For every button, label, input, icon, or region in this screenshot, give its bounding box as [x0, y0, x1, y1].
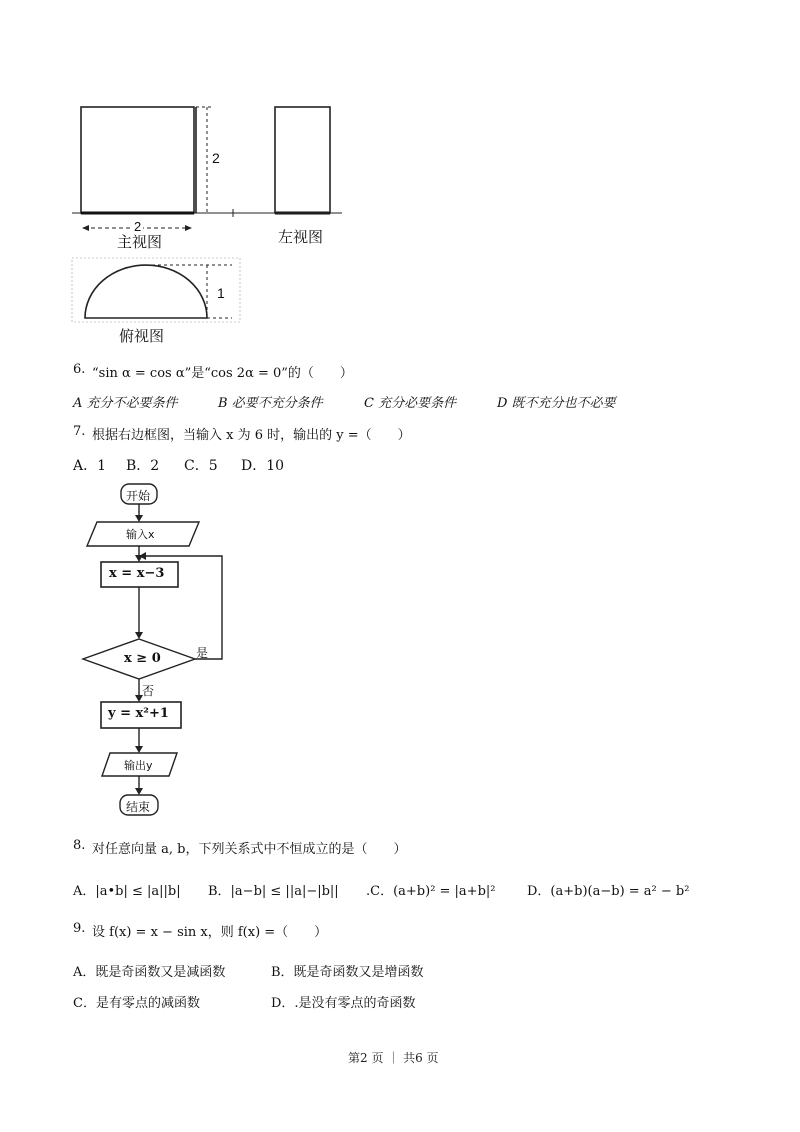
- main-view-rect: [81, 107, 194, 213]
- q6-number: 6.: [73, 362, 86, 377]
- q6-stem: “sin α = cos α”是“cos 2α = 0”的（ ）: [92, 366, 353, 381]
- q7-option-b: B．2: [126, 458, 160, 474]
- flow-assign-label: x = x−3: [109, 566, 165, 581]
- q9-stem: 设 f(x) = x − sin x，则 f(x) =（ ）: [92, 925, 328, 940]
- dim-height-label: 2: [212, 150, 220, 166]
- q9-number: 9.: [73, 921, 86, 936]
- flow-condition-label: x ≥ 0: [124, 651, 161, 666]
- flow-no-label: 否: [142, 684, 155, 698]
- q9-option-c: C．是有零点的减函数: [73, 996, 200, 1011]
- q7-option-d: D．10: [241, 458, 285, 474]
- q7-number: 7.: [73, 424, 86, 439]
- main-view-label: 主视图: [117, 233, 163, 251]
- q6-option-b: B 必要不充分条件: [218, 396, 323, 411]
- flow-input-label: 输入x: [126, 528, 155, 541]
- q9-option-b: B．既是奇函数又是增函数: [271, 965, 424, 980]
- left-view-label: 左视图: [278, 228, 324, 246]
- flow-yes-label: 是: [196, 646, 209, 660]
- flow-end-label: 结束: [126, 800, 151, 814]
- dim-radius-label: 1: [217, 285, 225, 301]
- q9-option-d: D．.是没有零点的奇函数: [271, 996, 416, 1011]
- flow-compute-label: y = x²+1: [108, 706, 169, 721]
- q8-stem: 对任意向量 a, b，下列关系式中不恒成立的是（ ）: [92, 842, 407, 857]
- top-view-label: 俯视图: [119, 327, 165, 345]
- three-view-figure: [0, 0, 800, 350]
- top-view-semicircle: [85, 265, 207, 318]
- q8-option-d: D．(a+b)(a−b) = a² − b²: [527, 884, 690, 899]
- q8-number: 8.: [73, 838, 86, 853]
- q6-option-a: A 充分不必要条件: [73, 396, 178, 411]
- q7-stem: 根据右边框图，当输入 x 为 6 时，输出的 y =（ ）: [92, 428, 411, 443]
- q8-option-c: .C．(a+b)² = |a+b|²: [366, 884, 496, 899]
- q9-option-a: A．既是奇函数又是减函数: [73, 965, 226, 980]
- q6-option-d: D 既不充分也不必要: [497, 396, 616, 411]
- page-footer: 第2 页 ｜ 共6 页: [348, 1051, 439, 1065]
- q8-option-b: B．|a−b| ≤ ||a|−|b||: [208, 884, 339, 899]
- flow-start-label: 开始: [126, 489, 151, 503]
- flow-output-label: 输出y: [124, 759, 153, 772]
- q7-option-c: C．5: [184, 458, 218, 474]
- left-view-rect: [275, 107, 330, 213]
- dim-width-label: 2: [134, 219, 142, 234]
- q8-option-a: A．|a•b| ≤ |a||b|: [73, 884, 181, 899]
- q7-option-a: A．1: [73, 458, 107, 474]
- q6-option-c: C 充分必要条件: [364, 396, 457, 411]
